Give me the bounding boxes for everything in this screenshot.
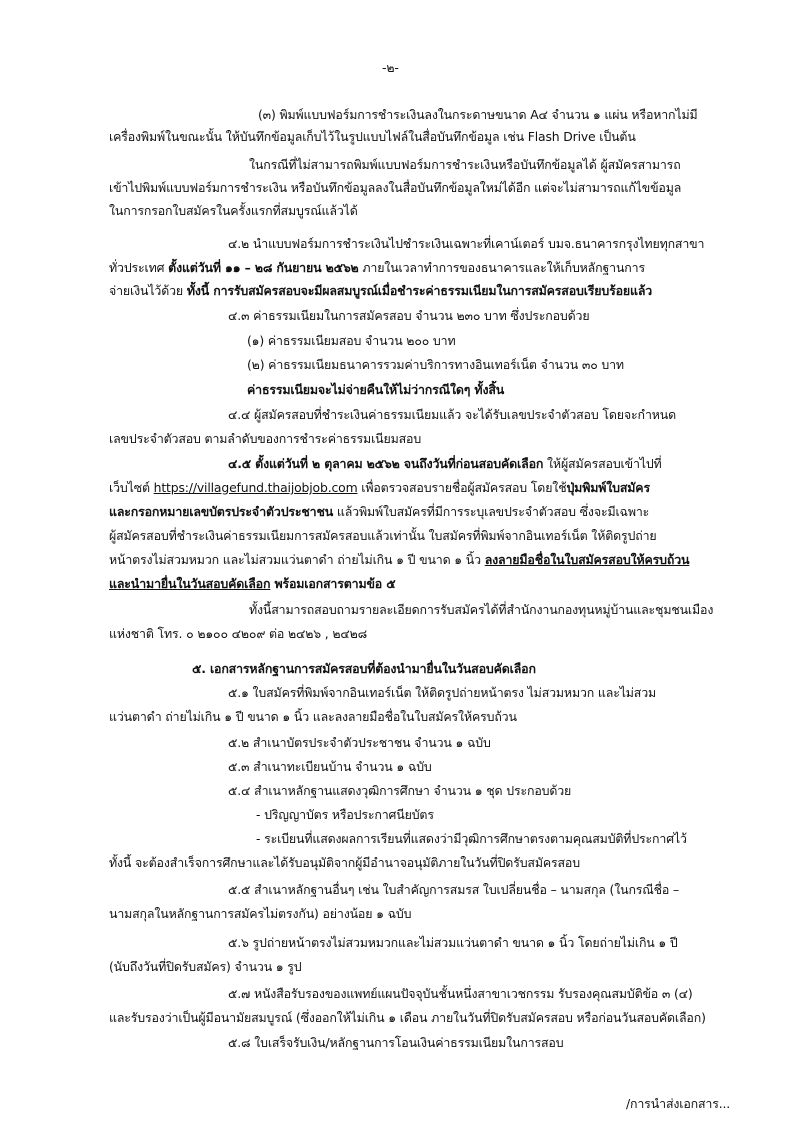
text-line: ๕.๒ สำเนาบัตรประจำตัวประชาชน จำนวน ๑ ฉบับ (228, 735, 491, 750)
text-line: ทั้งนี้สามารถสอบถามรายละเอียดการรับสมัครได้ที่สำนักงานกองทุนหมู่บ้านและชุมชนเมือง (249, 602, 714, 617)
text-line: - ปริญญาบัตร หรือประกาศนียบัตร (256, 807, 434, 822)
text-line: ๕.๗ หนังสือรับรองของแพทย์แผนปัจจุบันชั้นหนึ่งสาขาเวชกรรม รับรองคุณสมบัติข้อ ๓ (๔) (228, 986, 693, 1001)
text-line: ๕.๑ ใบสมัครที่พิมพ์จากอินเทอร์เน็ต ให้ติดรูปถ่ายหน้าตรง ไม่สวมหมวก และไม่สวม (228, 685, 657, 700)
text-line (228, 454, 662, 474)
text-segment-bold: ปุ่มพิมพ์ใบสมัคร (566, 480, 650, 495)
website-link[interactable]: https://villagefund.thaijobjob.com (153, 480, 358, 495)
text-line: แว่นตาดำ ถ่ายไม่เกิน ๑ ปี ขนาด ๑ นิ้ว และลงลายมือชื่อในใบสมัครให้ครบถ้วน (109, 709, 517, 724)
text-line: (นับถึงวันที่ปิดรับสมัคร) จำนวน ๑ รูป (109, 959, 302, 974)
text-line: (๓) พิมพ์แบบฟอร์มการชำระเงินลงในกระดาษขนาด A๔ จำนวน ๑ แผ่น หรือหากไม่มี (258, 107, 698, 122)
text-line (109, 550, 689, 570)
text-segment: ทั่วประเทศ (109, 260, 169, 275)
text-segment: จ่ายเงินไว้ด้วย (109, 283, 187, 298)
text-segment-bold: และกรอกหมายเลขบัตรประจำตัวประชาชน (109, 504, 334, 519)
text-line (109, 574, 395, 594)
text-line: ในการกรอกใบสมัครในครั้งแรกที่สมบูรณ์แล้วได้ (109, 203, 358, 218)
text-line (109, 502, 649, 522)
text-line: ๔.๓ ค่าธรรมเนียมในการสมัครสอบ จำนวน ๒๓๐ บาท ซึ่งประกอบด้วย (228, 308, 590, 323)
section-heading: ๕. เอกสารหลักฐานการสมัครสอบที่ต้องนำมายื่นในวันสอบคัดเลือก (192, 661, 536, 676)
text-line: เข้าไปพิมพ์แบบฟอร์มการชำระเงิน หรือบันทึกข้อมูลลงในสื่อบันทึกข้อมูลใหม่ได้อีก แต่จะไม่สามารถแก้ไขข้อมูล (109, 180, 682, 195)
text-line: ๕.๔ สำเนาหลักฐานแสดงวุฒิการศึกษา จำนวน ๑ ชุด ประกอบด้วย (228, 783, 572, 798)
text-line: เลขประจำตัวสอบ ตามลำดับของการชำระค่าธรรมเนียมสอบ (109, 431, 422, 446)
text-line: เครื่องพิมพ์ในขณะนั้น ให้บันทึกข้อมูลเก็บไว้ในรูปแบบไฟล์ในสื่อบันทึกข้อมูล เช่น Flash Drive เป็นต้น (109, 129, 636, 144)
text-line: ในกรณีที่ไม่สามารถพิมพ์แบบฟอร์มการชำระเงินหรือบันทึกข้อมูลได้ ผู้สมัครสามารถ (249, 157, 681, 172)
text-segment-bold-underline: และนำมายื่นในวันสอบคัดเลือก (109, 576, 271, 591)
text-segment-bold: พร้อมเอกสารตามข้อ ๕ (270, 576, 396, 591)
text-segment-bold-underline: ลงลายมือชื่อในใบสมัครสอบให้ครบถ้วน (484, 552, 690, 567)
text-segment-bold: ๔.๕ ตั้งแต่วันที่ ๒ ตุลาคม ๒๕๖๒ จนถึงวันที่ก่อนสอบคัดเลือก (228, 456, 544, 471)
page-number: -๒- (382, 60, 399, 75)
text-segment: เว็บไซต์ (109, 480, 154, 495)
text-line: - ระเบียนที่แสดงผลการเรียนที่แสดงว่ามีวุฒิการศึกษาตรงตามคุณสมบัติที่ประกาศไว้ (256, 831, 687, 846)
text-line: ๕.๘ ใบเสร็จรับเงิน/หลักฐานการโอนเงินค่าธรรมเนียมในการสอบ (228, 1035, 564, 1050)
text-line: ๔.๔ ผู้สมัครสอบที่ชำระเงินค่าธรรมเนียมแล้ว จะได้รับเลขประจำตัวสอบ โดยจะกำหนด (228, 407, 677, 422)
text-line: (๒) ค่าธรรมเนียมธนาคารรวมค่าบริการทางอินเทอร์เน็ต จำนวน ๓๐ บาท (247, 357, 624, 372)
text-segment-bold: ตั้งแต่วันที่ ๑๑ – ๒๘ กันยายน ๒๕๖๒ (168, 260, 359, 275)
text-segment: เพื่อตรวจสอบรายชื่อผู้สมัครสอบ โดยใช้ (357, 480, 567, 495)
text-line: (๑) ค่าธรรมเนียมสอบ จำนวน ๒๐๐ บาท (247, 333, 456, 348)
text-segment: หน้าตรงไม่สวมหมวก และไม่สวมแว่นตาดำ ถ่ายไม่เกิน ๑ ปี ขนาด ๑ นิ้ว (109, 552, 485, 567)
text-segment: ภายในเวลาทำการของธนาคารและให้เก็บหลักฐานการ (358, 260, 645, 275)
text-segment: แล้วพิมพ์ใบสมัครที่มีการระบุเลขประจำตัวสอบ ซึ่งจะมีเฉพาะ (333, 504, 650, 519)
text-line: ๕.๖ รูปถ่ายหน้าตรงไม่สวมหมวกและไม่สวมแว่นตาดำ ขนาด ๑ นิ้ว โดยถ่ายไม่เกิน ๑ ปี (228, 935, 678, 950)
text-line-bold: ค่าธรรมเนียมจะไม่จ่ายคืนให้ไม่ว่ากรณีใดๆ ทั้งสิ้น (247, 382, 505, 397)
text-line (109, 281, 652, 301)
text-line: นามสกุลในหลักฐานการสมัครไม่ตรงกัน) อย่างน้อย ๑ ฉบับ (109, 906, 412, 921)
text-line: และรับรองว่าเป็นผู้มีอนามัยสมบูรณ์ (ซึ่งออกให้ไม่เกิน ๑ เดือน ภายในวันที่ปิดรับสมัครสอบ หรือก่อนวันสอบคัดเลือก) (109, 1010, 706, 1025)
text-line (109, 478, 650, 498)
text-line: ๕.๕ สำเนาหลักฐานอื่นๆ เช่น ใบสำคัญการสมรส ใบเปลี่ยนชื่อ – นามสกุล (ในกรณีชื่อ – (228, 882, 680, 897)
text-line: ทั้งนี้ จะต้องสำเร็จการศึกษาและได้รับอนุมัติจากผู้มีอำนาจอนุมัติภายในวันที่ปิดรับสมัครสอบ (109, 855, 580, 870)
text-segment: ให้ผู้สมัครสอบเข้าไปที่ (543, 456, 662, 471)
text-segment-bold: ทั้งนี้ การรับสมัครสอบจะมีผลสมบูรณ์เมื่อชำระค่าธรรมเนียมในการสมัครสอบเรียบร้อยแล้ว (186, 283, 653, 298)
text-line: ๕.๓ สำเนาทะเบียนบ้าน จำนวน ๑ ฉบับ (228, 759, 432, 774)
continuation-note: /การนำส่งเอกสาร... (626, 1096, 731, 1111)
text-line (109, 258, 645, 278)
text-line: แห่งชาติ โทร. ๐ ๒๑๐๐ ๔๒๐๙ ต่อ ๒๔๒๖ , ๒๔๒๘ (109, 626, 368, 641)
text-line: ๔.๒ นำแบบฟอร์มการชำระเงินไปชำระเงินเฉพาะที่เคาน์เตอร์ บมจ.ธนาคารกรุงไทยทุกสาขา (228, 236, 705, 251)
text-line: ผู้สมัครสอบที่ชำระเงินค่าธรรมเนียมการสมัครสอบแล้วเท่านั้น ใบสมัครที่พิมพ์จากอินเทอร์เน็ต ให้ติดรูปถ่าย (109, 528, 657, 543)
